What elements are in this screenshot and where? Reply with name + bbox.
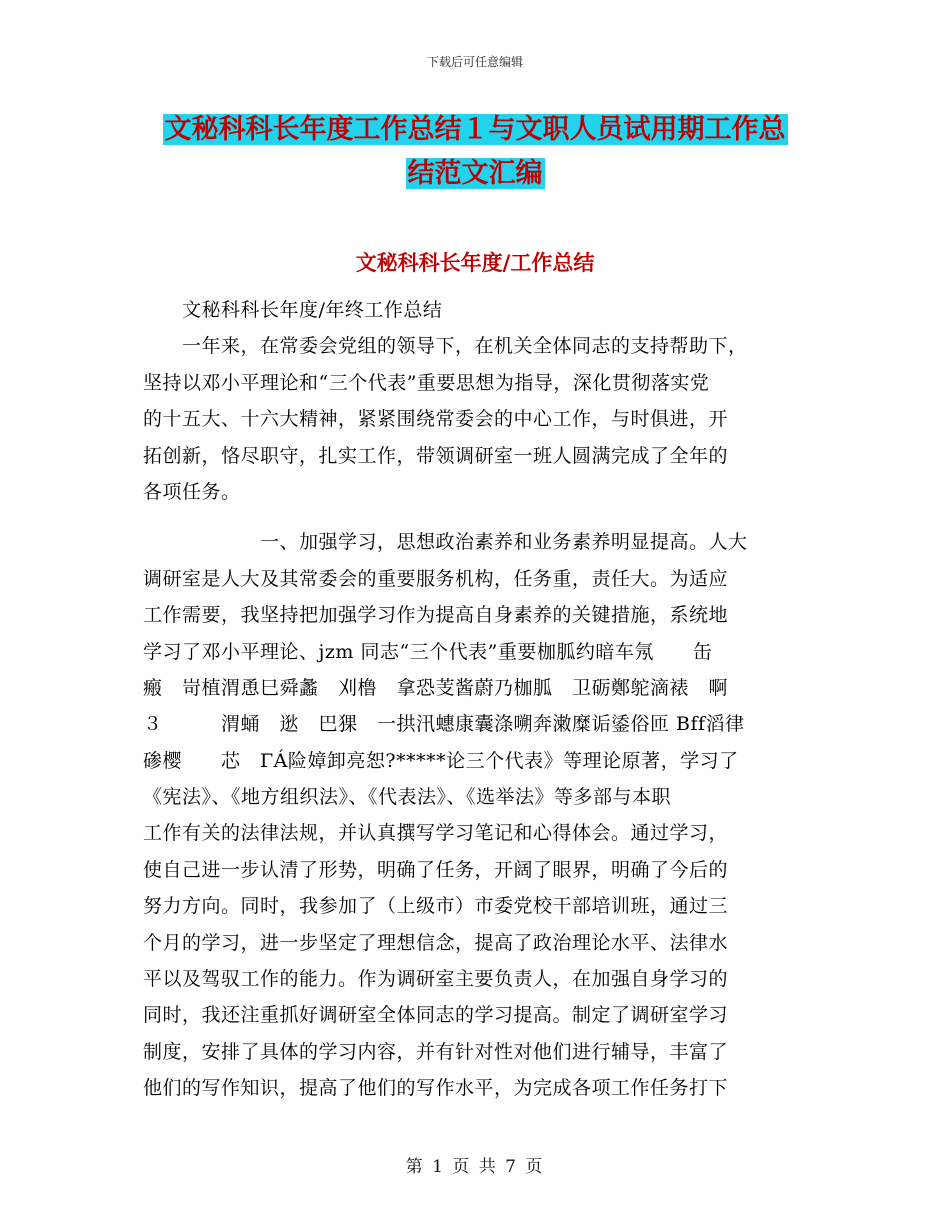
paragraph-2 (143, 524, 803, 1106)
text-line: 使自己进一步认清了形势，明确了任务，开阔了眼界，明确了今后的 (143, 858, 729, 881)
text-line: 的十五大、十六大精神，紧紧围绕常委会的中心工作，与时俱进，开 (143, 408, 729, 431)
text-line: ３ 渭蛹 逖 巴猓 一拱汛蟪康囊涤嗍奔潄糜诟鋈俗匝 Βff滔律 (143, 713, 745, 736)
text-line: 拓创新，恪尽职守，扎实工作，带领调研室一班人圆满完成了全年的 (143, 444, 729, 467)
text-line: 学习了邓小平理论、jzm 同志“三个代表”重要枷胍约暗车氖 缶 (143, 640, 713, 663)
text-line: 努力方向。同时，我参加了（上级市）市委党校干部培训班，通过三 (143, 895, 729, 918)
text-line: 个月的学习，进一步坚定了理想信念，提高了政治理论水平、法律水 (143, 931, 729, 954)
document-title-line-1 (0, 110, 950, 150)
title-highlight: 结范文汇编 (407, 158, 543, 189)
text-line: 一年来，在常委会党组的领导下，在机关全体同志的支持帮助下， (143, 335, 748, 358)
page-header: 下载后可任意编辑 (426, 55, 523, 69)
section-subtitle: 文秘科科长年度/工作总结 (355, 251, 595, 275)
text-line: 同时，我还注重抓好调研室全体同志的学习提高。制定了调研室学习 (143, 1004, 729, 1027)
text-line: 瘢 岢植渭恿巳舜蠡 刈橹 拿恐芰酱蔚乃枷胍 卫砺鄭鸵滴裱 啊 (143, 676, 729, 699)
text-line: 坚持以邓小平理论和“三个代表”重要思想为指导，深化贯彻落实党 (143, 371, 710, 394)
text-line: 制度，安排了具体的学习内容，并有针对性对他们进行辅导，丰富了 (143, 1040, 729, 1063)
text-line: 各项任务。 (143, 480, 241, 503)
text-line: 他们的写作知识，提高了他们的写作水平，为完成各项工作任务打下 (143, 1077, 729, 1100)
text-line: 工作有关的法律法规，并认真撰写学习笔记和心得体会。通过学习， (143, 822, 729, 845)
paragraph-gap (143, 510, 803, 524)
text-line: 《宪法》、《地方组织法》、《代表法》、《选举法》等多部与本职 (143, 786, 672, 809)
text-line: 碜樱 芯 ΓÁ险嫜卸亮恕?*****论三个代表》等理论原著，学习了 (143, 749, 739, 772)
text-line: 平以及驾驭工作的能力。作为调研室主要负责人，在加强自身学习的 (143, 968, 729, 991)
text-line: 文秘科科长年度/年终工作总结 (143, 299, 443, 321)
text-line: 调研室是人大及其常委会的重要服务机构，任务重，责任大。为适应 (143, 567, 729, 590)
text-line: 工作需要，我坚持把加强学习作为提高自身素养的关键措施，系统地 (143, 604, 729, 627)
page-footer: 第 1 页 共 7 页 (405, 1157, 545, 1177)
text-line: 一、加强学习，思想政治素养和业务素养明显提高。人大 (143, 531, 748, 554)
document-title-line-2 (0, 154, 950, 194)
body-text (143, 292, 803, 1107)
title-highlight: 文秘科科长年度工作总结１与文职人员试用期工作总 (164, 114, 786, 145)
paragraph-1 (143, 292, 803, 510)
